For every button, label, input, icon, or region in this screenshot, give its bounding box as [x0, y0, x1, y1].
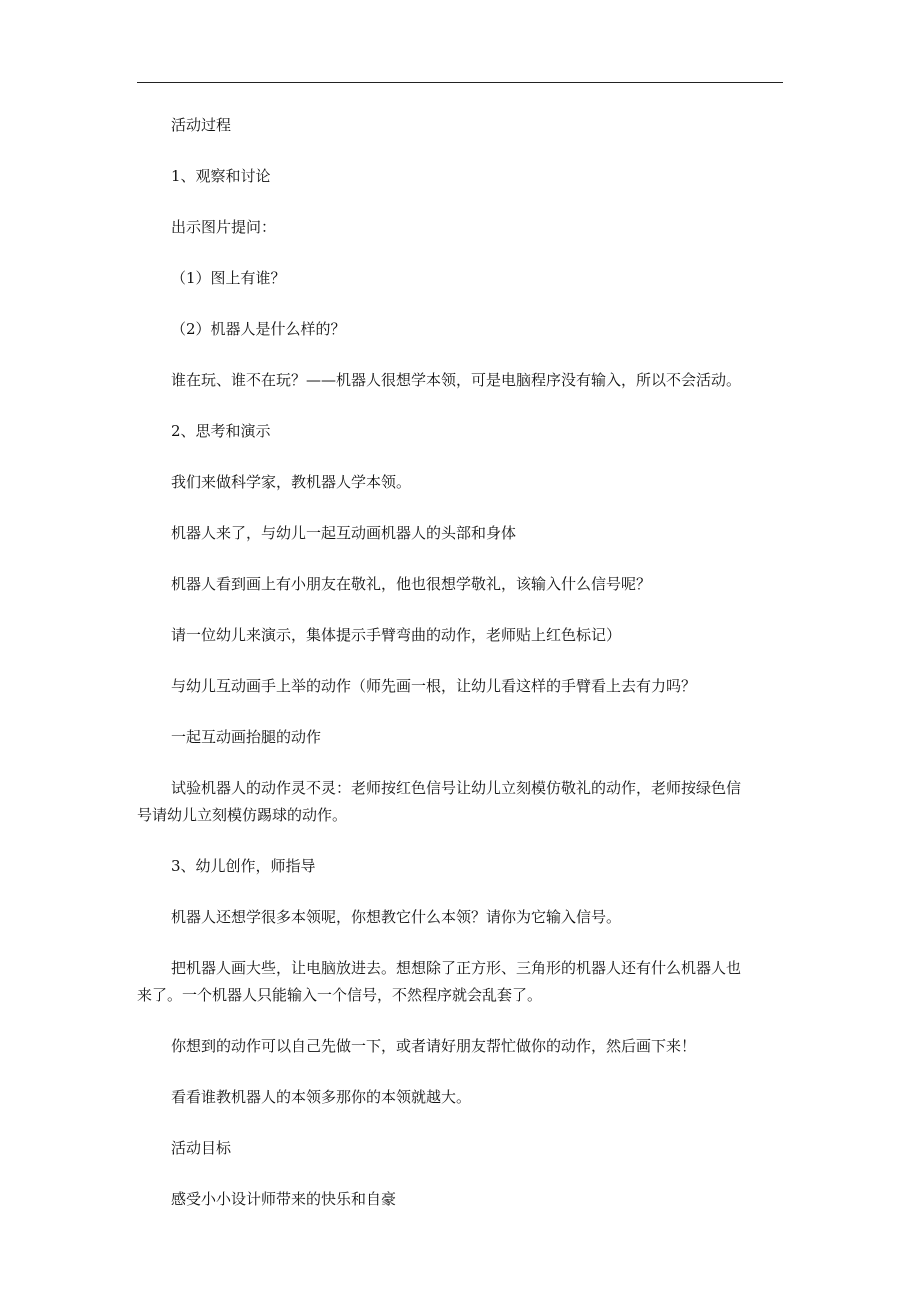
header-rule	[137, 82, 783, 83]
step-heading-2: 2、思考和演示	[171, 422, 271, 440]
paragraph: 请一位幼儿来演示，集体提示手臂弯曲的动作，老师贴上红色标记）	[171, 626, 622, 644]
paragraph: 谁在玩、谁不在玩？——机器人很想学本领，可是电脑程序没有输入，所以不会活动。	[171, 371, 742, 389]
document-body	[137, 112, 787, 1213]
paragraph: 把机器人画大些，让电脑放进去。想想除了正方形、三角形的机器人还有什么机器人也来了。一个机器人只能输入一个信号，不然程序就会乱套了。	[137, 959, 742, 1004]
paragraph: 与幼儿互动画手上举的动作（师先画一根，让幼儿看这样的手臂看上去有力吗？	[171, 677, 697, 695]
paragraph: 机器人来了，与幼儿一起互动画机器人的头部和身体	[171, 524, 517, 542]
paragraph: 试验机器人的动作灵不灵：老师按红色信号让幼儿立刻模仿敬礼的动作，老师按绿色信号请幼儿立刻模仿踢球的动作。	[137, 779, 742, 824]
paragraph: 我们来做科学家，教机器人学本领。	[171, 473, 412, 491]
paragraph: 出示图片提问：	[171, 218, 277, 236]
question-2: （2）机器人是什么样的？	[171, 320, 346, 338]
paragraph: 你想到的动作可以自己先做一下，或者请好朋友帮忙做你的动作，然后画下来！	[171, 1037, 697, 1055]
question-1: （1）图上有谁？	[171, 269, 286, 287]
step-heading-1: 1、观察和讨论	[171, 167, 271, 185]
section-heading-goals: 活动目标	[171, 1139, 232, 1157]
paragraph: 一起互动画抬腿的动作	[171, 728, 322, 746]
step-heading-3: 3、幼儿创作，师指导	[171, 857, 316, 875]
paragraph: 机器人还想学很多本领呢，你想教它什么本领？请你为它输入信号。	[171, 908, 622, 926]
paragraph: 看看谁教机器人的本领多那你的本领就越大。	[171, 1088, 472, 1106]
paragraph: 感受小小设计师带来的快乐和自豪	[171, 1190, 397, 1208]
section-heading-process: 活动过程	[171, 116, 232, 134]
paragraph: 机器人看到画上有小朋友在敬礼，他也很想学敬礼，该输入什么信号呢？	[171, 575, 652, 593]
